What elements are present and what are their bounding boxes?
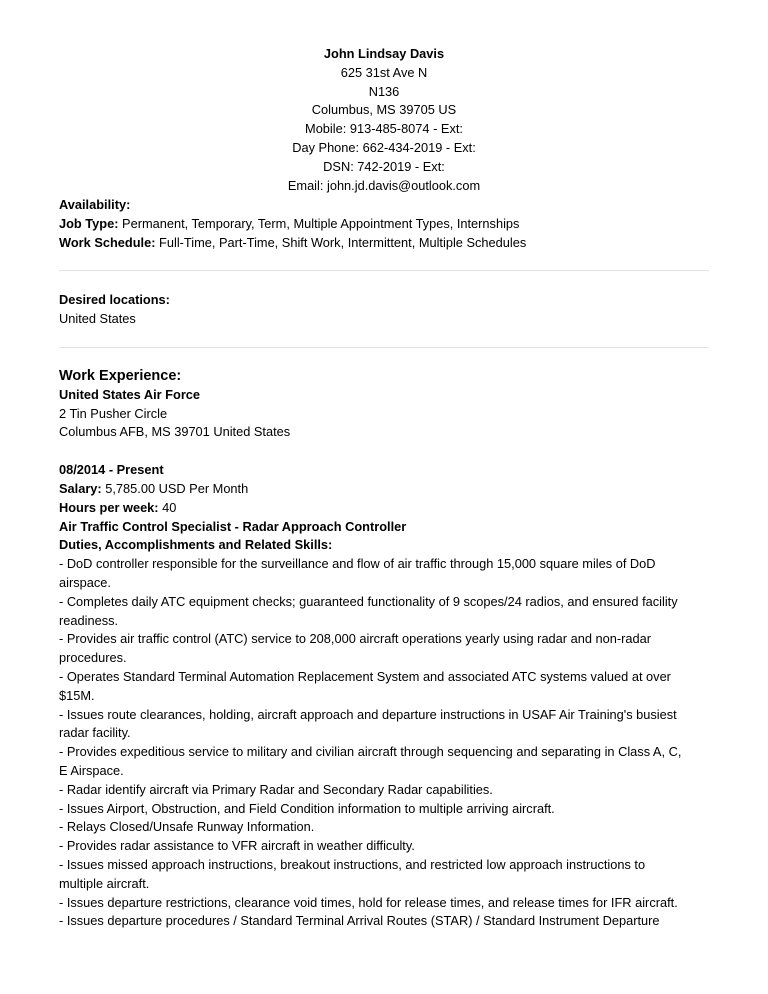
divider	[59, 270, 709, 271]
mobile-phone: Mobile: 913-485-8074 - Ext:	[305, 121, 463, 137]
duties-list	[59, 555, 711, 931]
hours-label: Hours per week:	[59, 499, 159, 515]
duty-line: - Provides air traffic control (ATC) service to 208,000 aircraft operations yearly using radar and non-radar	[59, 631, 652, 647]
salary-row	[59, 480, 711, 499]
availability-heading: Availability:	[59, 197, 131, 212]
employer-name: United States Air Force	[59, 386, 201, 402]
spacer	[59, 442, 711, 461]
desired-locations-value: United States	[59, 311, 136, 327]
duty-line: - Issues route clearances, holding, aircraft approach and departure instructions in USAF Air Training's busiest	[59, 706, 677, 722]
work-experience-section	[59, 367, 711, 931]
resume-body	[59, 196, 711, 931]
duty-line: procedures.	[59, 650, 127, 666]
email: Email: john.jd.davis@outlook.com	[287, 177, 481, 193]
duty-line: multiple aircraft.	[59, 875, 150, 891]
duty-line: - Issues Airport, Obstruction, and Field Condition information to multiple arriving aircraft.	[59, 800, 555, 816]
locations-section	[59, 291, 711, 329]
duty-line: - Operates Standard Terminal Automation Replacement System and associated ATC systems valued at over	[59, 668, 671, 684]
applicant-name: John Lindsay Davis	[323, 46, 445, 61]
day-phone: Day Phone: 662-434-2019 - Ext:	[292, 139, 476, 155]
duty-line: - Provides expeditious service to military and civilian aircraft through sequencing and separating in Class A, C,	[59, 744, 682, 760]
address-line-1: 625 31st Ave N	[340, 64, 428, 80]
dsn-phone: DSN: 742-2019 - Ext:	[323, 158, 445, 174]
employment-dates: 08/2014 - Present	[59, 462, 164, 478]
duty-line: airspace.	[59, 574, 111, 590]
duties-heading: Duties, Accomplishments and Related Skills:	[59, 537, 333, 553]
employer-street: 2 Tin Pusher Circle	[59, 405, 168, 421]
duty-line: - Completes daily ATC equipment checks; guaranteed functionality of 9 scopes/24 radios, and ensured facility	[59, 593, 678, 609]
employer-city: Columbus AFB, MS 39701 United States	[59, 424, 291, 440]
position-title: Air Traffic Control Specialist - Radar Approach Controller	[59, 518, 407, 534]
desired-locations-heading: Desired locations:	[59, 292, 170, 308]
salary-label: Salary:	[59, 480, 102, 496]
salary-value: 5,785.00 USD Per Month	[101, 480, 249, 496]
hours-value: 40	[158, 499, 177, 515]
job-type-label: Job Type:	[59, 215, 119, 231]
work-schedule-value: Full-Time, Part-Time, Shift Work, Intermittent, Multiple Schedules	[155, 234, 527, 250]
job-type-row	[59, 215, 711, 234]
work-schedule-row	[59, 234, 711, 253]
divider	[59, 347, 709, 348]
work-schedule-label: Work Schedule:	[59, 234, 156, 250]
contact-header	[0, 45, 768, 195]
address-line-2: N136	[368, 83, 400, 99]
job-type-value: Permanent, Temporary, Term, Multiple Appointment Types, Internships	[118, 215, 520, 231]
duty-line: - Provides radar assistance to VFR aircraft in weather difficulty.	[59, 838, 415, 854]
availability-section	[59, 196, 711, 252]
work-experience-heading: Work Experience:	[59, 367, 182, 384]
duty-line: $15M.	[59, 687, 95, 703]
duty-line: - DoD controller responsible for the surveillance and flow of air traffic through 15,000 square miles of DoD	[59, 556, 656, 572]
hours-row	[59, 499, 711, 518]
duty-line: - Issues departure procedures / Standard Terminal Arrival Routes (STAR) / Standard Instrument Departure	[59, 913, 660, 929]
duty-line: - Radar identify aircraft via Primary Radar and Secondary Radar capabilities.	[59, 781, 493, 797]
duty-line: - Issues departure restrictions, clearance void times, hold for release times, and release times for IFR aircraft.	[59, 894, 678, 910]
duty-line: readiness.	[59, 612, 119, 628]
duty-line: - Relays Closed/Unsafe Runway Information.	[59, 819, 315, 835]
duty-line: - Issues missed approach instructions, breakout instructions, and restricted low approach instructions to	[59, 856, 646, 872]
duty-line: E Airspace.	[59, 762, 124, 778]
duty-line: radar facility.	[59, 725, 131, 741]
city-state-zip: Columbus, MS 39705 US	[311, 102, 457, 118]
